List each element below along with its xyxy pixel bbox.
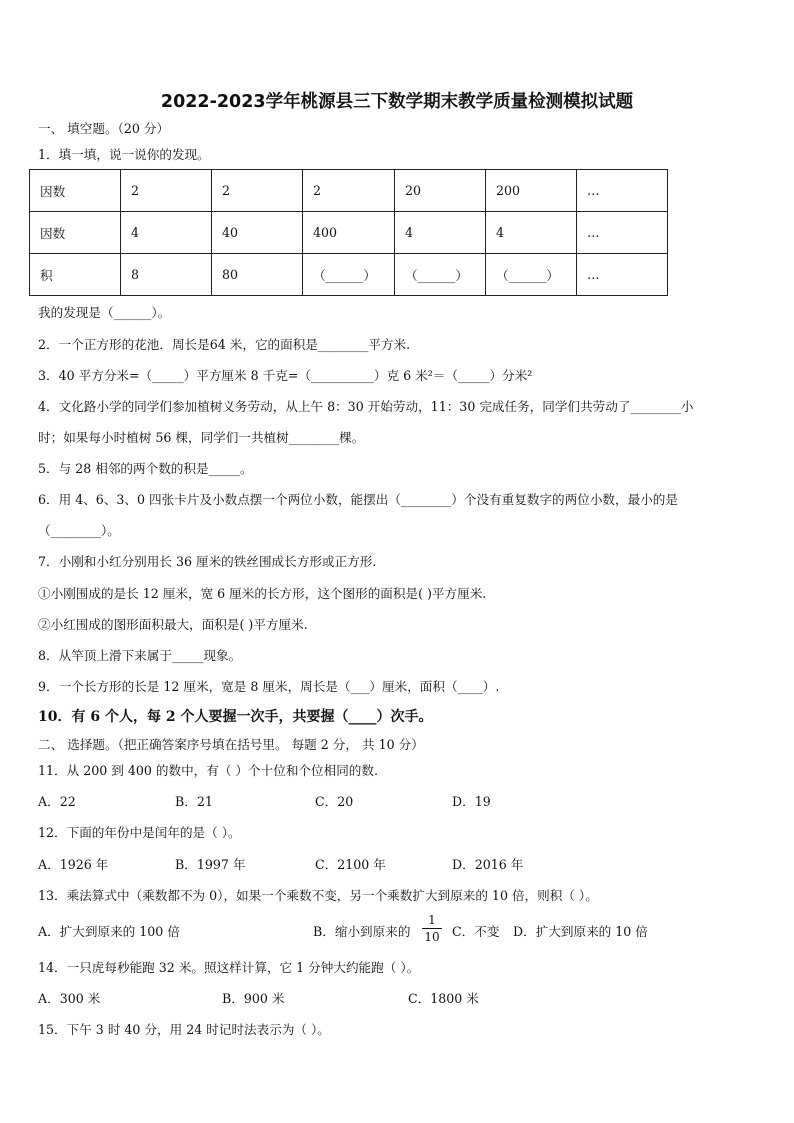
question-9: 9．一个长方形的长是 12 厘米，宽是 8 厘米，周长是（___）厘米，面积（____）.	[38, 679, 500, 694]
table-cell: （______）	[395, 254, 486, 296]
option-a: A．1926 年	[38, 857, 109, 872]
fraction-one-tenth	[422, 913, 442, 944]
option-a: A．扩大到原来的 100 倍	[38, 924, 180, 939]
option-a: A．300 米	[38, 991, 101, 1006]
fraction-bar	[422, 928, 442, 929]
table-cell: 400	[303, 212, 395, 254]
question-11: 11．从 200 到 400 的数中，有（ ）个十位和个位相同的数.	[38, 763, 378, 778]
fraction-denominator: 10	[424, 930, 440, 944]
option-d: D．扩大到原来的 10 倍	[513, 924, 648, 939]
question-5: 5．与 28 相邻的两个数的积是_____。	[38, 461, 253, 476]
table-cell: 因数	[30, 212, 121, 254]
option-d: D．19	[452, 794, 491, 809]
table-cell: 积	[30, 254, 121, 296]
table-cell: 4	[486, 212, 577, 254]
option-c: C．20	[315, 794, 354, 809]
question-1-finding: 我的发现是（______）。	[38, 305, 171, 320]
table-cell: 8	[121, 254, 212, 296]
table-cell: 2	[303, 170, 395, 212]
table-cell: 2	[212, 170, 303, 212]
option-c: C．1800 米	[408, 991, 479, 1006]
table-cell: 2	[121, 170, 212, 212]
fraction-numerator: 1	[428, 913, 436, 927]
option-b: B．缩小到原来的	[313, 924, 411, 939]
option-b: B．900 米	[222, 991, 285, 1006]
table-cell: （______）	[303, 254, 395, 296]
question-7-part-2: ②小红围成的图形面积最大，面积是( )平方厘米.	[38, 617, 308, 632]
option-a: A．22	[38, 794, 76, 809]
question-14: 14．一只虎每秒能跑 32 米。照这样计算，它 1 分钟大约能跑（ ）。	[38, 960, 420, 975]
question-3: 3．40 平方分米=（_____）平方厘米 8 千克=（__________）克 6 米²＝（_____）分米²	[38, 368, 533, 383]
question-1: 1．填一填，说一说你的发现。	[38, 147, 210, 162]
table-cell: …	[577, 254, 668, 296]
factor-table	[29, 169, 668, 296]
question-15: 15．下午 3 时 40 分，用 24 时记时法表示为（ ）。	[38, 1022, 330, 1037]
table-cell: 80	[212, 254, 303, 296]
table-row	[30, 212, 668, 254]
table-cell: 40	[212, 212, 303, 254]
question-8: 8．从竿顶上滑下来属于_____现象。	[38, 648, 242, 663]
question-4-line-1: 4．文化路小学的同学们参加植树义务劳动，从上午 8：30 开始劳动，11：30 完成任务，同学们共劳动了________小	[38, 399, 694, 414]
question-4-line-2: 时；如果每小时植树 56 棵，同学们一共植树________棵。	[38, 430, 365, 445]
page-title: 2022-2023学年桃源县三下数学期末教学质量检测模拟试题	[160, 92, 634, 112]
section-heading-choice: 二、 选择题。（把正确答案序号填在括号里。 每题 2 分， 共 10 分）	[38, 737, 424, 752]
option-d: D．2016 年	[452, 857, 524, 872]
section-heading-fill: 一、 填空题。（20 分）	[38, 121, 170, 136]
table-cell: （______）	[486, 254, 577, 296]
question-13: 13．乘法算式中（乘数都不为 0），如果一个乘数不变，另一个乘数扩大到原来的 10 倍，则积（ ）。	[38, 888, 598, 903]
question-7-part-1: ①小刚围成的是长 12 厘米，宽 6 厘米的长方形，这个图形的面积是( )平方厘米.	[38, 586, 487, 601]
table-row	[30, 170, 668, 212]
table-cell: 4	[121, 212, 212, 254]
table-cell: 20	[395, 170, 486, 212]
question-2: 2．一个正方形的花池．周长是64 米，它的面积是________平方米.	[38, 337, 411, 352]
option-b: B．21	[175, 794, 213, 809]
option-b: B．1997 年	[175, 857, 246, 872]
table-cell: 200	[486, 170, 577, 212]
question-10: 10．有 6 个人，每 2 个人要握一次手，共要握（____）次手。	[38, 709, 433, 725]
table-cell: 因数	[30, 170, 121, 212]
question-7: 7．小刚和小红分别用长 36 厘米的铁丝围成长方形或正方形.	[38, 554, 377, 569]
table-cell: …	[577, 212, 668, 254]
question-6-line-2: （________）。	[38, 523, 120, 538]
option-c: C．不变	[452, 924, 500, 939]
option-c: C．2100 年	[315, 857, 386, 872]
table-cell: …	[577, 170, 668, 212]
table-row	[30, 254, 668, 296]
question-6-line-1: 6．用 4、6、3、0 四张卡片及小数点摆一个两位小数，能摆出（________）个没有重复数字的两位小数，最小的是	[38, 492, 678, 507]
table-cell: 4	[395, 212, 486, 254]
question-12: 12．下面的年份中是闰年的是（ ）。	[38, 825, 241, 840]
